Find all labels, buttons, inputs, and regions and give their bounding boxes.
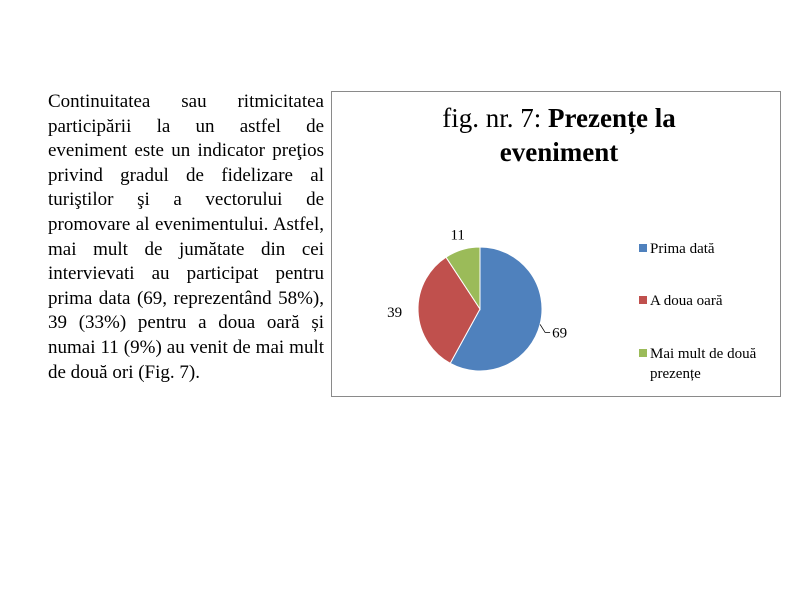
data-label-mai-mult: 11 — [450, 227, 465, 244]
legend-item-prima-data — [639, 241, 715, 257]
legend-label: A doua oară — [650, 293, 723, 309]
data-label-prima-data: 69 — [552, 325, 568, 342]
legend-swatch — [639, 349, 647, 357]
pie-chart — [332, 92, 782, 398]
pie-chart-panel — [331, 91, 781, 397]
data-label-leader-line — [540, 324, 550, 332]
chart-title-bold: Prezențe la — [548, 103, 676, 133]
legend-swatch — [639, 244, 647, 252]
description-paragraph: Continuitatea sau ritmicitatea participării la un astfel de eveniment este un indicator preţios privind gradul de fidelizare al turiştilor şi a vectorului de promovare al evenimentului. Astfel, mai mult de jumătate din cei intervievati au participat pentru prima data (69, reprezentând 58%), 39 (33%) pentru a doua oară și numai 11 (9%) au venit de mai mult de două ori (Fig. 7). — [48, 91, 324, 383]
legend-item-a-doua-oara — [639, 293, 723, 309]
chart-title-line-1 — [442, 103, 676, 134]
data-label-a-doua-oara: 39 — [387, 305, 403, 322]
legend-label: prezențe — [650, 366, 701, 382]
legend-label: Mai mult de două — [650, 346, 757, 362]
chart-title-line-2: eveniment — [499, 137, 619, 167]
legend-label: Prima dată — [650, 241, 715, 257]
legend-swatch — [639, 296, 647, 304]
chart-title-prefix: fig. nr. 7: — [442, 103, 549, 133]
legend-item-mai-mult — [639, 346, 757, 382]
